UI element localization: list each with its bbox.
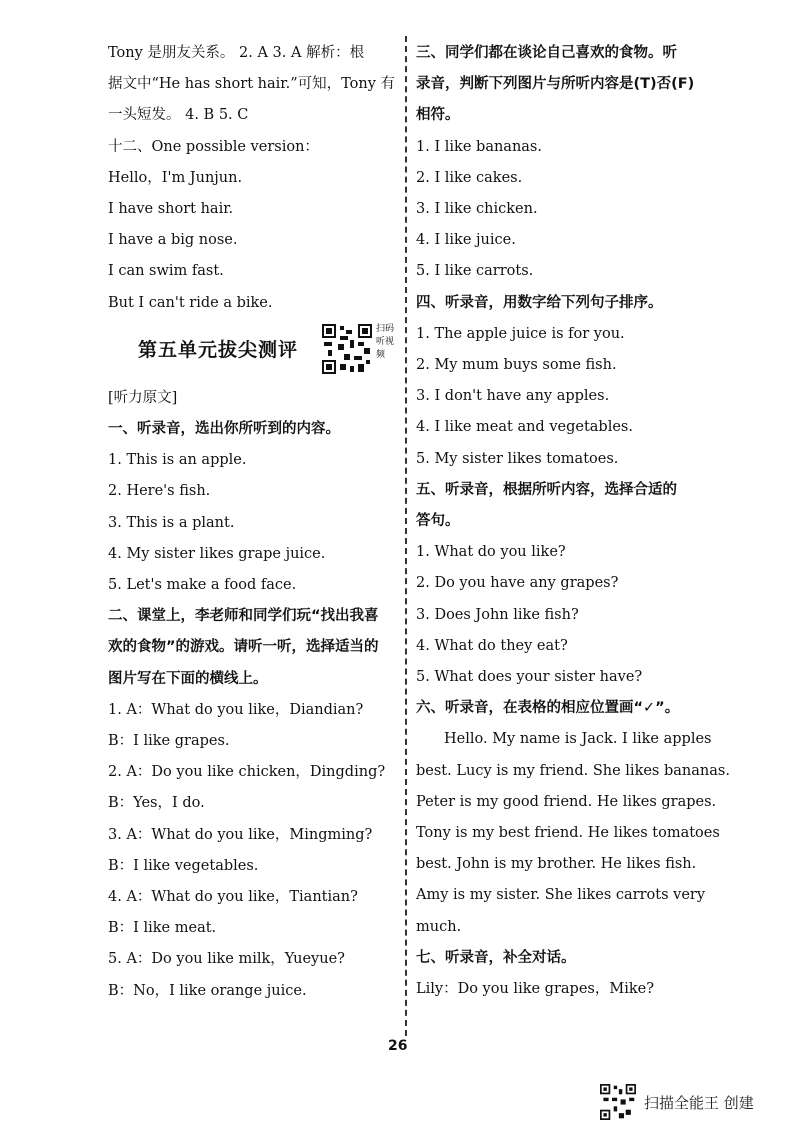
section-5-heading: 五、听录音，根据所听内容，选择合适的 [416,481,677,498]
list-item: 4. My sister likes grape juice. [108,545,326,562]
section-5-heading: 答句。 [416,513,460,530]
list-item: 5. My sister likes tomatoes. [416,450,619,467]
unit-title-row [108,319,398,383]
section-6-heading: 六、听录音，在表格的相应位置画“✓”。 [416,700,680,717]
dialogue-line: 1. A：What do you like，Diandian? [108,701,364,718]
essay-line: But I can't ride a bike. [108,294,273,311]
dialogue-line: B：No，I like orange juice. [108,982,307,999]
list-item: 2. Here's fish. [108,483,211,500]
section-2-heading: 二、课堂上，李老师和同学们玩“找出我喜 [108,608,379,625]
dialogue-line: B：I like vegetables. [108,857,259,874]
paragraph-line: best. Lucy is my friend. She likes bananas. [416,762,730,779]
paragraph-line: Hello. My name is Jack. I like apples [444,731,712,748]
answer-line: 一头短发。 4. B 5. C [108,107,249,124]
dialogue-line: 3. A：What do you like，Mingming? [108,826,373,843]
qr-code-icon [322,323,372,375]
essay-line: I have a big nose. [108,232,238,249]
answer-line: Tony 是朋友关系。 2. A 3. A 解析：根 [108,45,365,61]
dialogue-line: B：I like meat. [108,920,217,937]
scanner-watermark-text: 扫描全能王 创建 [644,1093,754,1112]
list-item: 1. What do you like? [416,544,566,561]
list-item: 4. I like juice. [416,232,516,249]
dialogue-line: 2. A：Do you like chicken，Dingding? [108,764,386,781]
dialogue-line: Lily：Do you like grapes，Mike? [416,981,654,998]
right-column [416,38,730,1005]
dialogue-line: B：Yes，I do. [108,795,205,812]
essay-line: I can swim fast. [108,263,224,280]
left-column [108,38,398,1007]
essay-line: Hello，I'm Junjun. [108,169,243,186]
list-item: 4. I like meat and vegetables. [416,419,633,436]
section-2-heading: 图片写在下面的横线上。 [108,670,268,687]
paragraph-line: Tony is my best friend. He likes tomatoes [416,825,720,842]
list-item: 5. I like carrots. [416,263,534,280]
section-12-heading: 十二、One possible version： [108,138,319,155]
column-divider [405,36,407,1036]
essay-line: I have short hair. [108,201,234,218]
list-item: 3. Does John like fish? [416,606,579,623]
qr-label: 扫码听视频 [376,323,395,360]
section-2-heading: 欢的食物”的游戏。请听一听，选择适当的 [108,639,379,656]
paragraph-line: Peter is my good friend. He likes grapes. [416,793,717,810]
paragraph-line: Amy is my sister. She likes carrots very [416,887,706,904]
list-item: 1. The apple juice is for you. [416,325,625,342]
section-1-heading: 一、听录音，选出你所听到的内容。 [108,421,340,438]
listening-label: [听力原文] [108,389,178,406]
list-item: 1. This is an apple. [108,452,247,469]
list-item: 5. What does your sister have? [416,669,643,686]
list-item: 3. This is a plant. [108,514,235,531]
list-item: 3. I don't have any apples. [416,388,610,405]
list-item: 4. What do they eat? [416,637,568,654]
section-7-heading: 七、听录音，补全对话。 [416,949,576,966]
list-item: 3. I like chicken. [416,201,538,218]
dialogue-line: B：I like grapes. [108,733,230,750]
dialogue-line: 4. A：What do you like，Tiantian? [108,889,358,906]
section-4-heading: 四、听录音，用数字给下列句子排序。 [416,294,663,311]
list-item: 5. Let's make a food face. [108,577,297,594]
unit-title: 第五单元拔尖测评 [138,338,299,361]
list-item: 1. I like bananas. [416,138,542,155]
page-number: 26 [388,1038,408,1054]
list-item: 2. Do you have any grapes? [416,575,619,592]
section-3-heading: 三、同学们都在谈论自己喜欢的食物。听 [416,45,677,61]
answer-line: 据文中“He has short hair.”可知，Tony 有 [108,76,396,93]
list-item: 2. My mum buys some fish. [416,357,617,374]
paragraph-line: best. John is my brother. He likes fish. [416,856,697,873]
paragraph-line: much. [416,918,462,935]
list-item: 2. I like cakes. [416,169,523,186]
dialogue-line: 5. A：Do you like milk，Yueyue? [108,951,345,968]
scanner-watermark [600,1084,754,1120]
section-3-heading: 录音，判断下列图片与所听内容是(T)否(F) [416,76,695,93]
qr-code-icon [600,1084,636,1120]
section-3-heading: 相符。 [416,107,460,124]
